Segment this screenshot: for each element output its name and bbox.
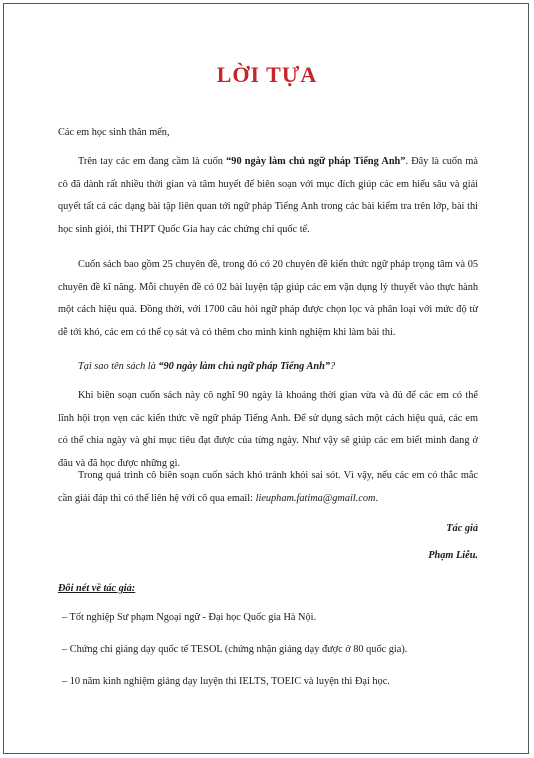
intro-paragraph bbox=[58, 151, 478, 241]
contact-paragraph bbox=[58, 465, 478, 510]
greeting: Các em học sinh thân mến, bbox=[58, 127, 170, 138]
about-author-heading bbox=[58, 578, 478, 601]
about-heading-text: Đôi nét về tác giả: bbox=[58, 583, 136, 594]
question-book-title: “90 ngày làm chủ ngữ pháp Tiếng Anh” bbox=[158, 361, 330, 372]
book-title-bold: “90 ngày làm chủ ngữ pháp Tiếng Anh” bbox=[226, 156, 406, 167]
intro-text-before: Trên tay các em đang cầm là cuốn bbox=[78, 156, 227, 167]
question-mark: ? bbox=[330, 361, 336, 372]
page-title: LỜI TỰA bbox=[216, 62, 318, 87]
intro-text-after: . Đây là cuốn mà cô đã dành rất nhiều thời gian và tâm huyết để biên soạn với mục đích giúp các em hiểu sâu và giải quyết tất cả các dạng bài tập liên quan tới ngữ pháp Tiếng Anh trong các bài kiểm tra trên lớp, bài thi học sinh giỏi, thi THPT Quốc Gia hay các chứng chỉ quốc tế. bbox=[58, 156, 478, 235]
about-item: – 10 năm kinh nghiệm giảng dạy luyện thi IELTS, TOEIC và luyện thi Đại học. bbox=[62, 676, 390, 687]
signature-role: Tác giả bbox=[446, 523, 478, 534]
contact-end: . bbox=[375, 492, 379, 504]
contact-text: Trong quá trình cô biên soạn cuốn sách khó tránh khỏi sai sót. Vì vậy, nếu các em có thắc mắc cần giải đáp thì có thể liên hệ với cô qua email: bbox=[58, 470, 478, 504]
reason-paragraph: Khi biên soạn cuốn sách này cô nghĩ 90 ngày là khoảng thời gian vừa và đủ để các em có thể lĩnh hội trọn vẹn các kiến thức về ngữ pháp Tiếng Anh. Để sử dụng sách một cách hiệu quả, các em có thể chia ngày và ghi mục tiêu đạt được của từng ngày. Như vậy sẽ giúp các em biết mình đang ở đâu và đã học được những gì. bbox=[58, 390, 478, 469]
question-line bbox=[58, 356, 478, 379]
about-item: – Chứng chỉ giảng dạy quốc tế TESOL (chứng nhận giảng dạy được ở 80 quốc gia). bbox=[62, 644, 408, 655]
content-paragraph: Cuốn sách bao gồm 25 chuyên đề, trong đó có 20 chuyên đề kiến thức ngữ pháp trọng tâm và 05 chuyên đề kĩ năng. Mỗi chuyên đề có 02 bài luyện tập giúp các em vận dụng lý thuyết vào thực hành một cách hiệu quả. Đồng thời, với 1700 câu hỏi ngữ pháp được chọn lọc và phân loại với mức độ từ dễ tới khó, các em có thể cọ sát và có thêm cho mình kinh nghiệm khi làm bài thi. bbox=[58, 259, 478, 338]
email-address: lieupham.fatima@gmail.com bbox=[255, 492, 376, 504]
question-text: Tại sao tên sách là bbox=[78, 361, 159, 372]
about-item: – Tốt nghiệp Sư phạm Ngoại ngữ - Đại học Quốc gia Hà Nội. bbox=[62, 612, 317, 623]
signature-name: Phạm Liễu. bbox=[428, 550, 478, 561]
